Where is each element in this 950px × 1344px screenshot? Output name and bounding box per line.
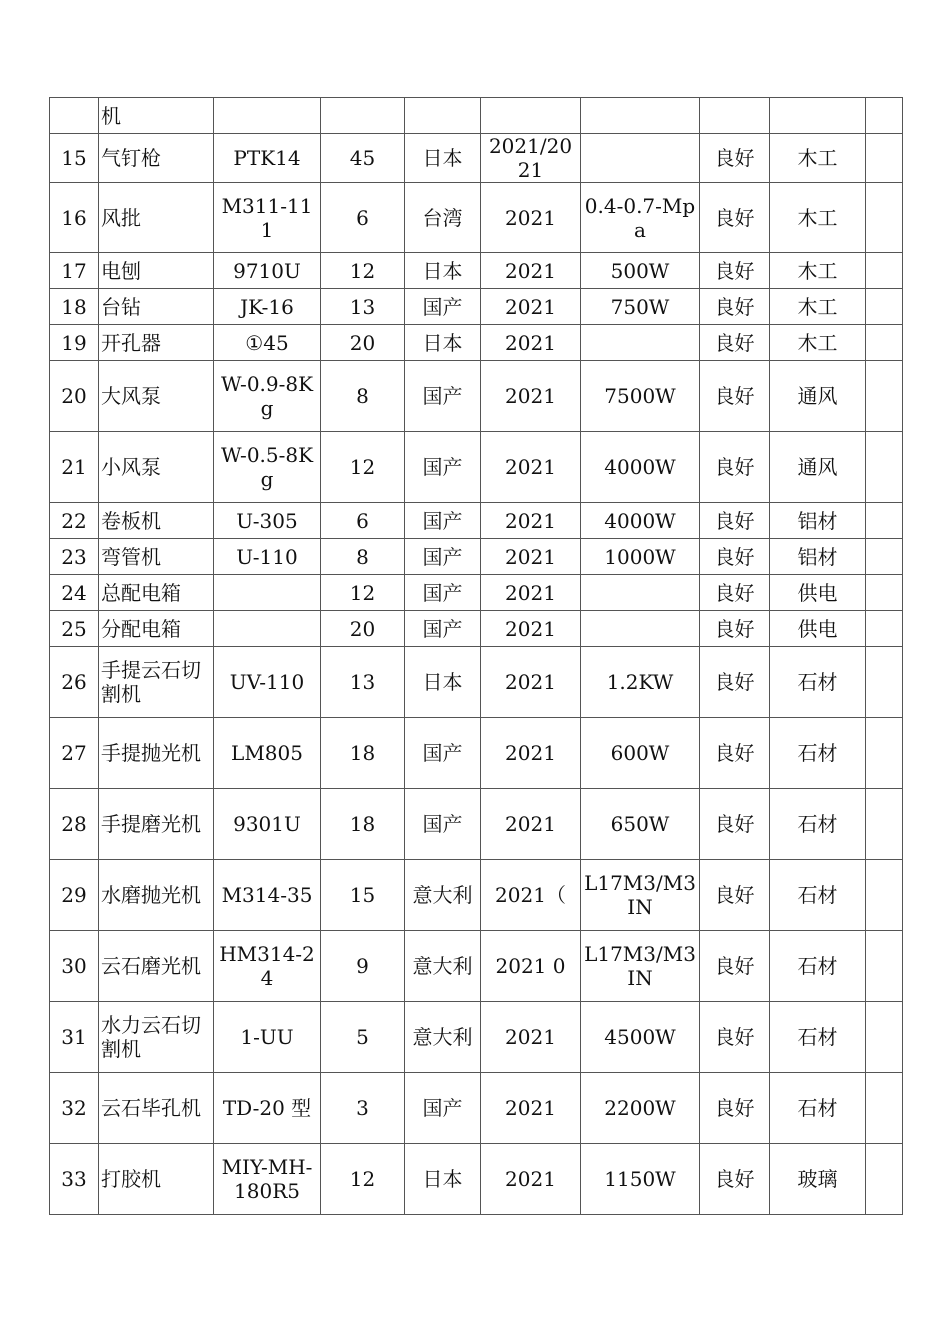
- condition-cell: 良好: [700, 432, 770, 503]
- remark-cell: [866, 253, 903, 289]
- condition-cell: 良好: [700, 611, 770, 647]
- power-cell: 750W: [581, 289, 700, 325]
- quantity-cell: 18: [321, 718, 405, 789]
- quantity-cell: 13: [321, 647, 405, 718]
- model-spec-cell: UV-110: [214, 647, 321, 718]
- year-cell: 2021: [481, 539, 581, 575]
- equipment-name-cell: 分配电箱: [99, 611, 214, 647]
- table-row: [50, 134, 903, 183]
- origin-cell: 意大利: [405, 931, 481, 1002]
- remark-cell: [866, 860, 903, 931]
- origin-cell: 国产: [405, 789, 481, 860]
- year-cell: 2021: [481, 432, 581, 503]
- power-cell: [581, 575, 700, 611]
- condition-cell: 良好: [700, 503, 770, 539]
- condition-cell: 良好: [700, 931, 770, 1002]
- year-cell: 2021: [481, 789, 581, 860]
- quantity-cell: 15: [321, 860, 405, 931]
- year-cell: 2021 0: [481, 931, 581, 1002]
- power-cell: [581, 134, 700, 183]
- row-number-cell: 17: [50, 253, 99, 289]
- table-row: [50, 183, 903, 253]
- usage-cell: 供电: [770, 611, 866, 647]
- equipment-name-cell: 弯管机: [99, 539, 214, 575]
- quantity-cell: [321, 98, 405, 134]
- usage-cell: 铝材: [770, 503, 866, 539]
- row-number-cell: 20: [50, 361, 99, 432]
- model-spec-cell: 9710U: [214, 253, 321, 289]
- row-number-cell: 33: [50, 1144, 99, 1215]
- equipment-name-cell: 小风泵: [99, 432, 214, 503]
- table-row: [50, 1073, 903, 1144]
- model-spec-cell: TD-20 型: [214, 1073, 321, 1144]
- origin-cell: 日本: [405, 647, 481, 718]
- remark-cell: [866, 1144, 903, 1215]
- origin-cell: 日本: [405, 325, 481, 361]
- equipment-name-cell: 开孔器: [99, 325, 214, 361]
- year-cell: 2021: [481, 1002, 581, 1073]
- quantity-cell: 45: [321, 134, 405, 183]
- quantity-cell: 6: [321, 503, 405, 539]
- remark-cell: [866, 289, 903, 325]
- equipment-name-cell: 总配电箱: [99, 575, 214, 611]
- origin-cell: 日本: [405, 253, 481, 289]
- usage-cell: 供电: [770, 575, 866, 611]
- table-row: [50, 611, 903, 647]
- row-number-cell: 24: [50, 575, 99, 611]
- row-number-cell: [50, 98, 99, 134]
- row-number-cell: 21: [50, 432, 99, 503]
- usage-cell: 石材: [770, 931, 866, 1002]
- model-spec-cell: [214, 611, 321, 647]
- table-row: [50, 361, 903, 432]
- origin-cell: 国产: [405, 432, 481, 503]
- remark-cell: [866, 647, 903, 718]
- usage-cell: [770, 98, 866, 134]
- table-row: [50, 325, 903, 361]
- row-number-cell: 31: [50, 1002, 99, 1073]
- power-cell: 1.2KW: [581, 647, 700, 718]
- model-spec-cell: JK-16: [214, 289, 321, 325]
- equipment-name-cell: 手提磨光机: [99, 789, 214, 860]
- origin-cell: 台湾: [405, 183, 481, 253]
- model-spec-cell: HM314-24: [214, 931, 321, 1002]
- table-row: [50, 253, 903, 289]
- table-row: [50, 860, 903, 931]
- condition-cell: 良好: [700, 647, 770, 718]
- year-cell: 2021: [481, 647, 581, 718]
- condition-cell: 良好: [700, 575, 770, 611]
- equipment-name-cell: 电刨: [99, 253, 214, 289]
- model-spec-cell: [214, 98, 321, 134]
- origin-cell: 日本: [405, 1144, 481, 1215]
- condition-cell: 良好: [700, 289, 770, 325]
- origin-cell: 意大利: [405, 860, 481, 931]
- row-number-cell: 26: [50, 647, 99, 718]
- power-cell: 7500W: [581, 361, 700, 432]
- usage-cell: 石材: [770, 647, 866, 718]
- model-spec-cell: U-110: [214, 539, 321, 575]
- model-spec-cell: M311-111: [214, 183, 321, 253]
- year-cell: 2021: [481, 718, 581, 789]
- row-number-cell: 27: [50, 718, 99, 789]
- model-spec-cell: MIY-MH-180R5: [214, 1144, 321, 1215]
- condition-cell: 良好: [700, 539, 770, 575]
- table-row: [50, 289, 903, 325]
- power-cell: 4000W: [581, 503, 700, 539]
- condition-cell: 良好: [700, 789, 770, 860]
- quantity-cell: 20: [321, 611, 405, 647]
- remark-cell: [866, 931, 903, 1002]
- table-row: [50, 503, 903, 539]
- remark-cell: [866, 611, 903, 647]
- table-row: [50, 931, 903, 1002]
- power-cell: 2200W: [581, 1073, 700, 1144]
- usage-cell: 石材: [770, 860, 866, 931]
- remark-cell: [866, 789, 903, 860]
- usage-cell: 木工: [770, 134, 866, 183]
- condition-cell: 良好: [700, 1144, 770, 1215]
- condition-cell: 良好: [700, 860, 770, 931]
- table-row: [50, 1002, 903, 1073]
- quantity-cell: 8: [321, 539, 405, 575]
- year-cell: 2021: [481, 1144, 581, 1215]
- equipment-name-cell: 手提云石切割机: [99, 647, 214, 718]
- usage-cell: 通风: [770, 361, 866, 432]
- equipment-name-cell: 水磨抛光机: [99, 860, 214, 931]
- year-cell: 2021: [481, 183, 581, 253]
- equipment-name-cell: 手提抛光机: [99, 718, 214, 789]
- origin-cell: [405, 98, 481, 134]
- remark-cell: [866, 98, 903, 134]
- usage-cell: 铝材: [770, 539, 866, 575]
- usage-cell: 木工: [770, 253, 866, 289]
- model-spec-cell: W-0.9-8Kg: [214, 361, 321, 432]
- usage-cell: 石材: [770, 1002, 866, 1073]
- quantity-cell: 3: [321, 1073, 405, 1144]
- quantity-cell: 12: [321, 1144, 405, 1215]
- condition-cell: 良好: [700, 361, 770, 432]
- usage-cell: 通风: [770, 432, 866, 503]
- equipment-table-body: [50, 98, 903, 1215]
- remark-cell: [866, 134, 903, 183]
- usage-cell: 木工: [770, 325, 866, 361]
- year-cell: 2021（: [481, 860, 581, 931]
- quantity-cell: 12: [321, 432, 405, 503]
- quantity-cell: 8: [321, 361, 405, 432]
- year-cell: 2021: [481, 253, 581, 289]
- remark-cell: [866, 503, 903, 539]
- condition-cell: 良好: [700, 253, 770, 289]
- origin-cell: 国产: [405, 289, 481, 325]
- row-number-cell: 29: [50, 860, 99, 931]
- remark-cell: [866, 432, 903, 503]
- year-cell: 2021: [481, 503, 581, 539]
- remark-cell: [866, 325, 903, 361]
- row-number-cell: 18: [50, 289, 99, 325]
- year-cell: [481, 98, 581, 134]
- table-row: [50, 718, 903, 789]
- usage-cell: 木工: [770, 289, 866, 325]
- power-cell: [581, 98, 700, 134]
- equipment-name-cell: 风批: [99, 183, 214, 253]
- row-number-cell: 23: [50, 539, 99, 575]
- remark-cell: [866, 361, 903, 432]
- equipment-name-cell: 卷板机: [99, 503, 214, 539]
- remark-cell: [866, 183, 903, 253]
- origin-cell: 国产: [405, 718, 481, 789]
- origin-cell: 国产: [405, 611, 481, 647]
- model-spec-cell: W-0.5-8Kg: [214, 432, 321, 503]
- table-row: [50, 647, 903, 718]
- equipment-name-cell: 云石磨光机: [99, 931, 214, 1002]
- equipment-name-cell: 水力云石切割机: [99, 1002, 214, 1073]
- condition-cell: 良好: [700, 718, 770, 789]
- model-spec-cell: [214, 575, 321, 611]
- usage-cell: 石材: [770, 1073, 866, 1144]
- power-cell: 1000W: [581, 539, 700, 575]
- power-cell: L17M3/M3IN: [581, 931, 700, 1002]
- row-number-cell: 22: [50, 503, 99, 539]
- quantity-cell: 9: [321, 931, 405, 1002]
- table-row: [50, 539, 903, 575]
- quantity-cell: 6: [321, 183, 405, 253]
- row-number-cell: 19: [50, 325, 99, 361]
- power-cell: 4000W: [581, 432, 700, 503]
- remark-cell: [866, 1002, 903, 1073]
- year-cell: 2021: [481, 289, 581, 325]
- power-cell: 600W: [581, 718, 700, 789]
- equipment-table: [49, 97, 903, 1215]
- quantity-cell: 12: [321, 253, 405, 289]
- condition-cell: 良好: [700, 134, 770, 183]
- model-spec-cell: 1-UU: [214, 1002, 321, 1073]
- quantity-cell: 18: [321, 789, 405, 860]
- usage-cell: 石材: [770, 718, 866, 789]
- model-spec-cell: ①45: [214, 325, 321, 361]
- table-row: [50, 432, 903, 503]
- table-row: [50, 98, 903, 134]
- power-cell: 4500W: [581, 1002, 700, 1073]
- year-cell: 2021: [481, 325, 581, 361]
- origin-cell: 国产: [405, 361, 481, 432]
- model-spec-cell: U-305: [214, 503, 321, 539]
- origin-cell: 日本: [405, 134, 481, 183]
- equipment-name-cell: 大风泵: [99, 361, 214, 432]
- condition-cell: 良好: [700, 183, 770, 253]
- power-cell: 1150W: [581, 1144, 700, 1215]
- model-spec-cell: PTK14: [214, 134, 321, 183]
- model-spec-cell: LM805: [214, 718, 321, 789]
- remark-cell: [866, 718, 903, 789]
- table-row: [50, 789, 903, 860]
- model-spec-cell: M314-35: [214, 860, 321, 931]
- equipment-name-cell: 云石毕孔机: [99, 1073, 214, 1144]
- power-cell: 0.4-0.7-Mpa: [581, 183, 700, 253]
- quantity-cell: 13: [321, 289, 405, 325]
- condition-cell: 良好: [700, 325, 770, 361]
- remark-cell: [866, 1073, 903, 1144]
- quantity-cell: 20: [321, 325, 405, 361]
- power-cell: 650W: [581, 789, 700, 860]
- condition-cell: 良好: [700, 1073, 770, 1144]
- condition-cell: 良好: [700, 1002, 770, 1073]
- origin-cell: 国产: [405, 575, 481, 611]
- power-cell: [581, 611, 700, 647]
- origin-cell: 国产: [405, 503, 481, 539]
- remark-cell: [866, 575, 903, 611]
- remark-cell: [866, 539, 903, 575]
- condition-cell: [700, 98, 770, 134]
- year-cell: 2021: [481, 361, 581, 432]
- usage-cell: 石材: [770, 789, 866, 860]
- usage-cell: 木工: [770, 183, 866, 253]
- power-cell: [581, 325, 700, 361]
- year-cell: 2021: [481, 575, 581, 611]
- power-cell: L17M3/M3IN: [581, 860, 700, 931]
- equipment-name-cell: 打胶机: [99, 1144, 214, 1215]
- year-cell: 2021/2021: [481, 134, 581, 183]
- quantity-cell: 5: [321, 1002, 405, 1073]
- origin-cell: 国产: [405, 1073, 481, 1144]
- model-spec-cell: 9301U: [214, 789, 321, 860]
- year-cell: 2021: [481, 1073, 581, 1144]
- row-number-cell: 25: [50, 611, 99, 647]
- equipment-name-cell: 气钉枪: [99, 134, 214, 183]
- row-number-cell: 32: [50, 1073, 99, 1144]
- power-cell: 500W: [581, 253, 700, 289]
- table-row: [50, 575, 903, 611]
- row-number-cell: 28: [50, 789, 99, 860]
- year-cell: 2021: [481, 611, 581, 647]
- equipment-name-cell: 机: [99, 98, 214, 134]
- row-number-cell: 15: [50, 134, 99, 183]
- usage-cell: 玻璃: [770, 1144, 866, 1215]
- origin-cell: 国产: [405, 539, 481, 575]
- table-row: [50, 1144, 903, 1215]
- quantity-cell: 12: [321, 575, 405, 611]
- equipment-name-cell: 台钻: [99, 289, 214, 325]
- origin-cell: 意大利: [405, 1002, 481, 1073]
- row-number-cell: 16: [50, 183, 99, 253]
- row-number-cell: 30: [50, 931, 99, 1002]
